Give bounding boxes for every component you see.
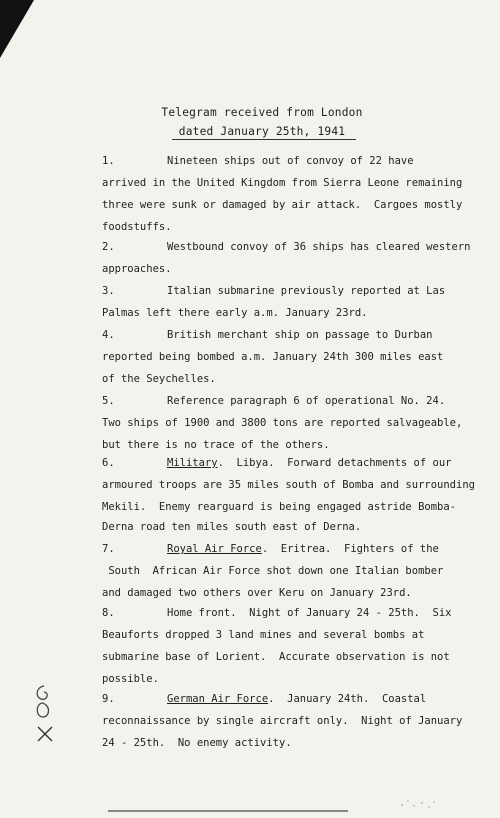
paragraph-line	[102, 220, 172, 234]
line-text: British merchant ship on passage to Durban	[167, 329, 433, 341]
line-text: 24 - 25th. No enemy activity.	[102, 737, 292, 749]
line-text: Derna road ten miles south east of Derna.	[102, 521, 362, 533]
paragraph-line	[102, 478, 475, 492]
corner-mark	[0, 0, 34, 58]
paragraph-line	[102, 564, 443, 578]
paragraph-line	[102, 198, 462, 212]
line-text: South African Air Force shot down one Italian bomber	[102, 565, 444, 577]
paragraph-line	[102, 628, 424, 642]
paragraph-number: 2.	[102, 241, 115, 253]
document-title: Telegram received from London	[161, 106, 363, 119]
handwritten-margin-mark	[30, 683, 64, 745]
paragraph-line	[102, 500, 456, 514]
paragraph-line	[102, 262, 172, 276]
line-text: reported being bombed a.m. January 24th 300 miles east	[102, 351, 444, 363]
line-text: Beauforts dropped 3 land mines and several bombs at	[102, 629, 425, 641]
line-text: . Libya. Forward detachments of our	[217, 457, 452, 469]
date-underline	[172, 139, 356, 140]
paper-speckle	[398, 797, 438, 811]
section-heading: Royal Air Force	[167, 543, 262, 555]
paragraph-number: 7.	[102, 543, 115, 555]
paragraph-start-line	[102, 456, 451, 470]
paragraph-line	[102, 586, 412, 600]
paragraph-line	[102, 736, 292, 750]
paragraph-line	[102, 372, 216, 386]
line-text: armoured troops are 35 miles south of Bomba and surrounding	[102, 479, 475, 491]
line-text: reconnaissance by single aircraft only. Night of January	[102, 715, 463, 727]
line-text: of the Seychelles.	[102, 373, 216, 385]
paragraph-number: 3.	[102, 285, 115, 297]
line-text: Home front. Night of January 24 - 25th. Six	[167, 607, 452, 619]
paragraph-start-line	[102, 240, 470, 254]
paragraph-start-line	[102, 394, 445, 408]
line-text: three were sunk or damaged by air attack. Cargoes mostly	[102, 199, 463, 211]
paragraph-line	[102, 306, 368, 320]
document-date: dated January 25th, 1941	[178, 125, 346, 138]
paragraph-line	[102, 650, 450, 664]
paragraph-number: 4.	[102, 329, 115, 341]
paragraph-number: 1.	[102, 155, 115, 167]
bottom-rule	[108, 810, 348, 812]
paragraph-line	[102, 714, 462, 728]
paragraph-line	[102, 176, 462, 190]
line-text: . Eritrea. Fighters of the	[261, 543, 439, 555]
paragraph-start-line	[102, 284, 445, 298]
paragraph-line	[102, 520, 361, 534]
paragraph-start-line	[102, 328, 433, 342]
section-heading: Military	[167, 457, 218, 469]
line-text: possible.	[102, 673, 159, 685]
paragraph-number: 8.	[102, 607, 115, 619]
paragraph-number: 5.	[102, 395, 115, 407]
paragraph-line	[102, 416, 462, 430]
paragraph-start-line	[102, 692, 426, 706]
line-text: Nineteen ships out of convoy of 22 have	[167, 155, 414, 167]
paragraph-number: 9.	[102, 693, 115, 705]
paragraph-line	[102, 350, 443, 364]
paragraph-line	[102, 672, 159, 686]
paragraph-start-line	[102, 542, 439, 556]
line-text: Two ships of 1900 and 3800 tons are reported salvageable,	[102, 417, 463, 429]
line-text: Italian submarine previously reported at Las	[167, 285, 446, 297]
paragraph-start-line	[102, 154, 414, 168]
paragraph-number: 6.	[102, 457, 115, 469]
line-text: but there is no trace of the others.	[102, 439, 330, 451]
line-text: Reference paragraph 6 of operational No. 24.	[167, 395, 446, 407]
line-text: Palmas left there early a.m. January 23rd.	[102, 307, 368, 319]
paragraph-start-line	[102, 606, 451, 620]
paragraph-line	[102, 438, 330, 452]
line-text: Mekili. Enemy rearguard is being engaged astride Bomba-	[102, 501, 457, 513]
line-text: and damaged two others over Keru on January 23rd.	[102, 587, 412, 599]
line-text: arrived in the United Kingdom from Sierra Leone remaining	[102, 177, 463, 189]
line-text: Westbound convoy of 36 ships has cleared western	[167, 241, 471, 253]
section-heading: German Air Force	[167, 693, 269, 705]
line-text: submarine base of Lorient. Accurate observation is not	[102, 651, 450, 663]
line-text: approaches.	[102, 263, 172, 275]
line-text: foodstuffs.	[102, 221, 172, 233]
line-text: . January 24th. Coastal	[268, 693, 427, 705]
